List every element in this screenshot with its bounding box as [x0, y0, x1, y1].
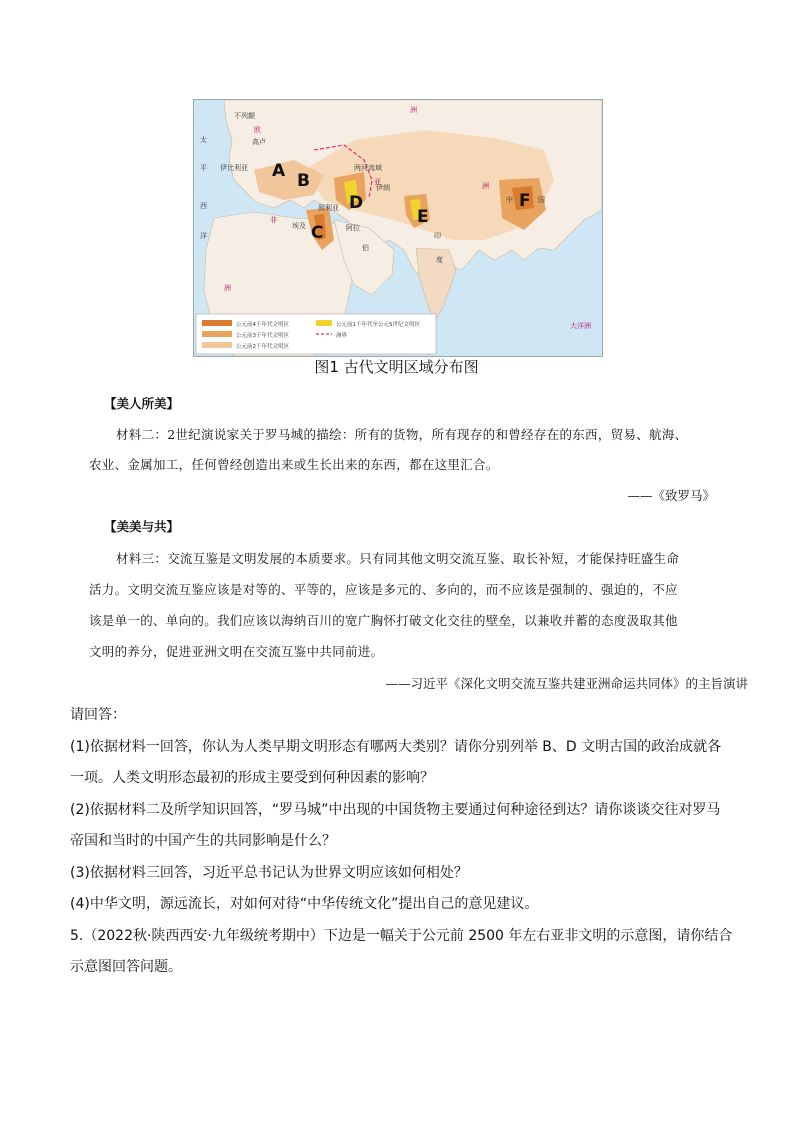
letter-c: C [311, 223, 324, 243]
question-4: (4)中华文明，源远流长，对如何对待“中华传统文化”提出自己的意见建议。 [70, 896, 539, 912]
legend-3k: 公元前3千年代文明区 [236, 333, 289, 339]
place-egypt: 埃及 [292, 222, 306, 230]
place-arab-1: 阿拉 [346, 224, 360, 232]
place-china-1: 中 [506, 196, 513, 204]
place-syria: 叙利亚 [318, 204, 339, 212]
continent-asia-2: 洲 [482, 182, 489, 190]
map-legend [196, 314, 436, 354]
place-china-2: 国 [538, 196, 545, 204]
ocean-tai: 太 [200, 136, 207, 144]
continent-africa-1: 非 [270, 216, 277, 224]
ocean-xi: 西 [200, 202, 207, 210]
place-india-1: 印 [434, 232, 441, 240]
material3-line3: 该是单一的、单向的。我们应该以海纳百川的宽广胸怀打破文化交往的壁垒，以兼收并蓄的态度汲取其他 [89, 613, 678, 628]
place-india-2: 度 [436, 256, 443, 264]
continent-eu-2: 洲 [410, 106, 417, 114]
map-svg [194, 100, 602, 356]
legend-swatch-2k [202, 342, 232, 348]
letter-b: B [297, 171, 310, 191]
question-2-line1: (2)依据材料二及所学知识回答，“罗马城”中出现的中国货物主要通过何种途径到达？请你谈谈交往对罗马 [70, 802, 721, 818]
place-gaul: 高卢 [252, 138, 266, 146]
legend-swatch-4k [202, 320, 232, 326]
material3-line1: 材料三：交流互鉴是文明发展的本质要求。只有同其他文明交流互鉴、取长补短，才能保持旺盛生命 [116, 551, 680, 566]
material2-heading: 【美人所美】 [104, 396, 180, 411]
material3-line2: 活力。文明交流互鉴应该是对等的、平等的，应该是多元的、多向的，而不应该是强制的、强迫的，不应 [89, 582, 678, 597]
continent-oceania: 大洋洲 [570, 322, 591, 330]
material3-source: ——习近平《深化文明交流互鉴共建亚洲命运共同体》的主旨演讲 [385, 676, 748, 691]
map-caption: 图1 古代文明区域分布图 [314, 358, 479, 376]
material3-heading: 【美美与共】 [104, 519, 180, 534]
place-iberia: 伊比利亚 [220, 164, 248, 172]
question-5-line2: 示意图回答问题。 [70, 959, 182, 975]
legend-2k: 公元前2千年代文明区 [236, 344, 289, 350]
legend-1k: 公元前1千年代至公元5世纪文明区 [336, 322, 420, 328]
letter-a: A [272, 161, 286, 181]
ocean-yang: 洋 [200, 232, 207, 240]
legend-swatch-3k [202, 331, 232, 337]
continent-asia-1: 亚 [374, 178, 381, 186]
legend-4k: 公元前4千年代文明区 [236, 322, 289, 328]
question-1-line2: 一项。人类文明形态最初的形成主要受到何种因素的影响？ [70, 770, 434, 786]
question-3: (3)依据材料三回答，习近平总书记认为世界文明应该如何相处？ [70, 865, 468, 881]
letter-f: F [519, 191, 531, 211]
continent-africa-2: 洲 [224, 284, 231, 292]
civilization-map [193, 99, 603, 357]
ocean-ping: 平 [200, 164, 207, 172]
place-britain: 不列颠 [234, 112, 255, 120]
question-5-line1: 5.（2022秋·陕西西安·九年级统考期中）下边是一幅关于公元前 2500 年左右亚非文明的示意图，请你结合 [70, 928, 733, 944]
place-mesopotamia: 两河流域 [354, 164, 382, 172]
letter-d: D [349, 193, 364, 213]
material3-line4: 文明的养分，促进亚洲文明在交流互鉴中共同前进。 [89, 644, 384, 659]
place-iran: 伊朗 [376, 184, 390, 192]
question-1-line1: (1)依据材料一回答，你认为人类早期文明形态有哪两大类别？请你分别列举 B、D 文明古国的政治成就各 [70, 739, 722, 755]
question-2-line2: 帝国和当时的中国产生的共同影响是什么？ [70, 833, 336, 849]
questions-prompt: 请回答： [70, 707, 126, 723]
continent-eu-1: 欧 [254, 126, 261, 134]
material2-source: ——《致罗马》 [627, 488, 715, 503]
place-arab-2: 伯 [362, 244, 369, 252]
legend-swatch-1k [316, 320, 332, 326]
material2-line1: 材料二：2世纪演说家关于罗马城的描绘：所有的货物，所有现存的和曾经存在的东西，贸易、航海、 [116, 427, 688, 442]
material2-line2: 农业、金属加工，任何曾经创造出来或生长出来的东西，都在这里汇合。 [89, 457, 499, 472]
letter-e: E [417, 207, 429, 227]
legend-border: 洲界 [336, 333, 348, 339]
